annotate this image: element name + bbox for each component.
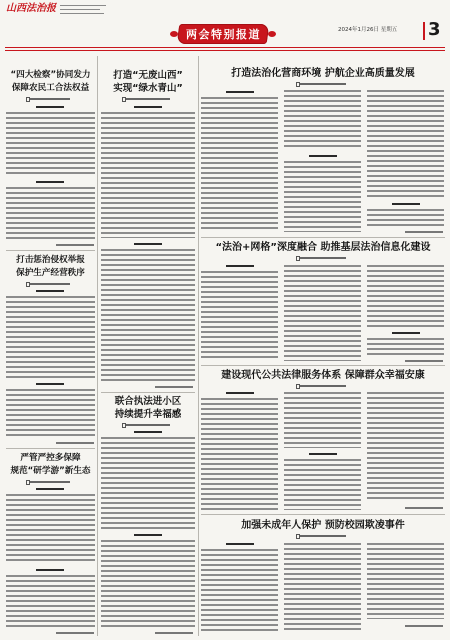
byline: [300, 257, 346, 259]
article-divider: [6, 250, 95, 251]
article-body: [284, 459, 361, 510]
article-body: [6, 575, 95, 629]
article-endnote: [56, 244, 94, 246]
article-divider: [201, 514, 445, 515]
article-body: [101, 540, 195, 628]
editor-credit-line: [60, 9, 100, 10]
section-subhead: [392, 332, 420, 334]
article-endnote: [405, 231, 443, 233]
page-number-rule: [423, 22, 425, 40]
section-subhead: [36, 290, 64, 292]
article-divider: [201, 365, 445, 366]
article-headline: [6, 254, 95, 280]
article-body: [6, 494, 95, 564]
article-body: [284, 90, 361, 150]
article-divider: [201, 237, 445, 238]
article-body: [367, 90, 444, 198]
section-subhead: [36, 383, 64, 385]
article-divider: [6, 448, 95, 449]
section-subhead: [36, 488, 64, 490]
article-body: [6, 187, 95, 241]
article-body: [284, 161, 361, 232]
byline: [126, 424, 170, 426]
section-subhead: [134, 534, 162, 536]
article-body: [101, 112, 195, 238]
article-body: [284, 543, 361, 633]
article-endnote: [405, 507, 443, 509]
article-endnote: [155, 386, 193, 388]
article-body: [201, 271, 278, 361]
byline: [300, 535, 346, 537]
byline: [126, 98, 170, 100]
issue-date: 2024年1月26日 星期五: [338, 27, 398, 33]
section-subhead: [134, 431, 162, 433]
editor-credit-line: [60, 5, 106, 6]
article-headline: “法治+网格”深度融合 助推基层法治信息化建设: [215, 242, 431, 253]
headline-line: 严管严控多保障: [20, 453, 81, 463]
headline-line: 联合执法进小区: [114, 396, 182, 407]
byline: [30, 283, 70, 285]
headline-line: 保障农民工合法权益: [11, 83, 90, 93]
article-body: [284, 265, 361, 361]
article-body: [367, 209, 444, 227]
article-endnote: [405, 360, 443, 362]
article-body: [201, 398, 278, 510]
header-rule: [5, 47, 445, 48]
special-report-banner: [177, 24, 270, 44]
article-headline: 打造法治化营商环境 护航企业高质量发展: [231, 68, 415, 79]
banner-ornament-right: [268, 31, 276, 37]
article-body: [101, 437, 195, 529]
section-subhead: [309, 453, 337, 455]
article-body: [6, 112, 95, 176]
headline-line: 规范“研学游”新生态: [10, 466, 91, 476]
article-body: [367, 543, 444, 619]
article-endnote: [405, 625, 443, 627]
column-divider: [97, 56, 98, 636]
article-body: [101, 249, 195, 383]
byline: [30, 481, 70, 483]
section-subhead: [36, 106, 64, 108]
article-body: [367, 338, 444, 356]
section-subhead: [226, 265, 254, 267]
article-body: [6, 296, 95, 378]
article-headline: [101, 69, 195, 95]
headline-line: 保护生产经营秩序: [16, 268, 85, 278]
column-divider: [198, 56, 199, 636]
section-subhead: [309, 155, 337, 157]
article-body: [201, 97, 278, 232]
byline: [300, 83, 346, 85]
headline-line: 持续提升幸福感: [114, 409, 182, 420]
byline: [300, 385, 346, 387]
article-headline: 加强未成年人保护 预防校园欺凌事件: [241, 520, 405, 531]
banner-text: 两会特别报道: [185, 28, 261, 41]
page-number: 3: [428, 19, 441, 40]
section-subhead: [36, 181, 64, 183]
section-subhead: [134, 243, 162, 245]
article-headline: [6, 69, 95, 95]
article-body: [201, 549, 278, 633]
article-body: [367, 265, 444, 327]
section-subhead: [226, 543, 254, 545]
article-body: [284, 392, 361, 448]
section-subhead: [134, 106, 162, 108]
byline: [30, 98, 70, 100]
article-endnote: [56, 442, 94, 444]
headline-line: 打造“无废山西”: [113, 70, 183, 81]
article-endnote: [155, 632, 193, 634]
header-rule-thin: [5, 50, 445, 51]
article-headline: [101, 395, 195, 421]
section-subhead: [36, 569, 64, 571]
article-body: [6, 389, 95, 439]
article-body: [367, 392, 444, 502]
headline-line: 打击惩治侵权举报: [16, 255, 85, 265]
article-endnote: [56, 632, 94, 634]
article-divider: [101, 392, 195, 393]
email-line: [60, 13, 104, 14]
headline-line: “四大检察”协同发力: [10, 70, 91, 80]
article-headline: [6, 452, 95, 478]
masthead-logo: 山西法治报: [6, 3, 56, 14]
section-subhead: [226, 392, 254, 394]
headline-line: 实现“绿水青山”: [113, 83, 183, 94]
article-headline: 建设现代公共法律服务体系 保障群众幸福安康: [221, 370, 425, 381]
section-subhead: [392, 203, 420, 205]
section-subhead: [226, 91, 254, 93]
